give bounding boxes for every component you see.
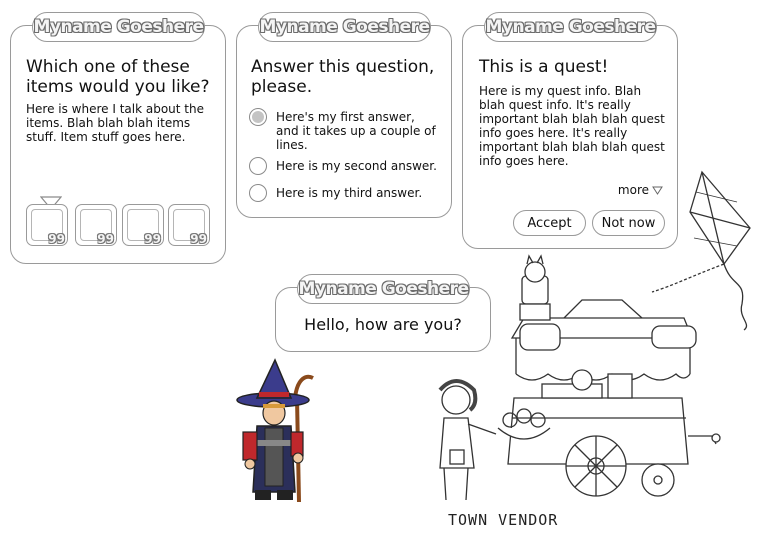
- question-dialog-title: Answer this question, please.: [251, 57, 435, 97]
- answer-text: Here is my second answer.: [276, 159, 437, 173]
- quest-dialog-body: Here is my quest info. Blah blah quest info. It's really important blah blah blah quest info goes here. It's really important blah blah blah quest info goes here.: [479, 84, 665, 168]
- item-slot-1[interactable]: [26, 204, 68, 246]
- not-now-button[interactable]: Not now: [592, 210, 665, 236]
- item-slot-count: 99: [144, 232, 161, 246]
- question-dialog-nameplate: Myname Goeshere: [258, 12, 431, 42]
- question-dialog: [236, 17, 452, 218]
- town-vendor-illustration: [432, 168, 762, 508]
- items-dialog-title: Which one of these items would you like?: [26, 57, 210, 97]
- answer-text: Here is my third answer.: [276, 186, 423, 200]
- answer-option-3[interactable]: [249, 184, 446, 202]
- radio-button-selected[interactable]: [249, 108, 267, 126]
- item-slot-2[interactable]: [75, 204, 117, 246]
- answer-option-2[interactable]: [249, 157, 446, 175]
- answer-text: Here's my first answer, and it takes up a couple of lines.: [276, 110, 436, 152]
- wizard-character: [235, 358, 325, 504]
- items-dialog: [10, 17, 226, 264]
- quest-dialog-nameplate: Myname Goeshere: [484, 12, 657, 42]
- item-slot-count: 99: [97, 232, 114, 246]
- items-dialog-nameplate: Myname Goeshere: [32, 12, 205, 42]
- item-slot-4[interactable]: [168, 204, 210, 246]
- illustration-caption: TOWN VENDOR: [448, 511, 559, 529]
- accept-button[interactable]: Accept: [513, 210, 586, 236]
- speech-dialog-nameplate: Myname Goeshere: [297, 274, 470, 304]
- item-slot-3[interactable]: [122, 204, 164, 246]
- quest-dialog-title: This is a quest!: [479, 57, 609, 77]
- items-dialog-body: Here is where I talk about the items. Blah blah blah items stuff. Item stuff goes here.: [26, 102, 204, 144]
- speech-text: Hello, how are you?: [304, 315, 462, 334]
- item-slot-count: 99: [48, 232, 65, 246]
- radio-button[interactable]: [249, 157, 267, 175]
- more-link-label: more: [617, 183, 649, 197]
- radio-button[interactable]: [249, 184, 267, 202]
- answer-option-1[interactable]: [249, 108, 436, 152]
- item-slot-count: 99: [190, 232, 207, 246]
